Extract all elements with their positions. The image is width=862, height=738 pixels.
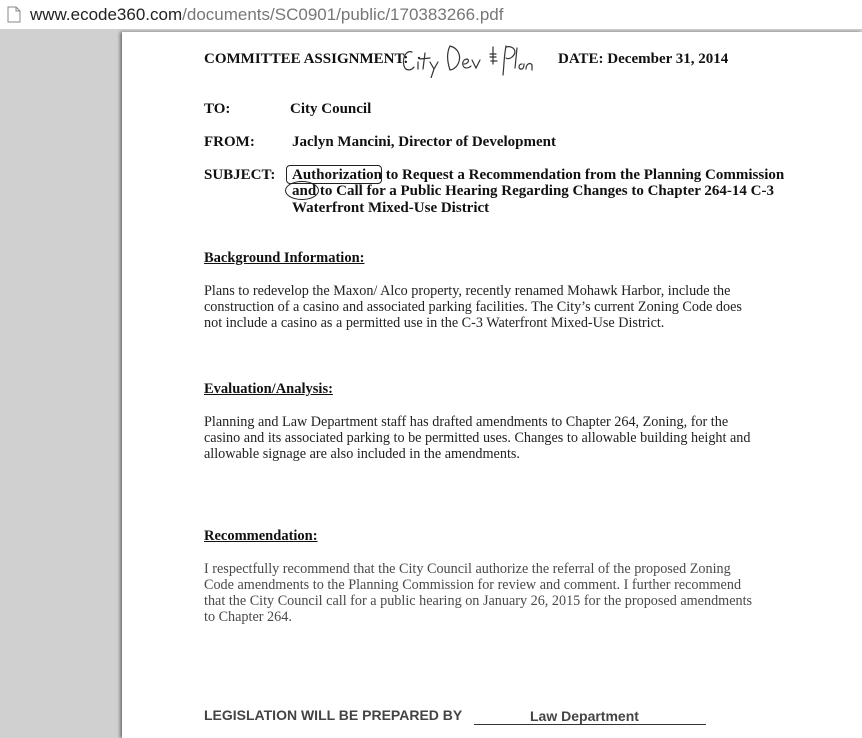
page-icon bbox=[7, 6, 21, 23]
address-bar[interactable] bbox=[0, 0, 862, 30]
subject-line-1: Authorization to Request a Recommendation from the Planning Commission bbox=[292, 167, 785, 183]
url-path: /documents/SC0901/public/170383266.pdf bbox=[182, 5, 504, 24]
background-line-2: construction of a casino and associated parking facilities. The City’s current Zoning Code does bbox=[204, 299, 742, 315]
subject-label: SUBJECT: bbox=[204, 167, 276, 183]
from-label: FROM: bbox=[204, 134, 255, 150]
handwritten-annotation bbox=[398, 40, 543, 78]
evaluation-line-2: casino and its associated parking to be permitted uses. Changes to allowable building height and bbox=[204, 430, 751, 446]
evaluation-line-1: Planning and Law Department staff has drafted amendments to Chapter 264, Zoning, for the bbox=[204, 414, 729, 430]
background-line-1: Plans to redevelop the Maxon/ Alco property, recently renamed Mohawk Harbor, include the bbox=[204, 283, 731, 299]
to-label: TO: bbox=[204, 101, 231, 117]
from-value: Jaclyn Mancini, Director of Development bbox=[292, 134, 556, 150]
legislation-value: Law Department bbox=[530, 708, 639, 724]
recommendation-line-1: I respectfully recommend that the City Council authorize the referral of the proposed Zoning bbox=[204, 561, 731, 577]
background-line-3: not include a casino as a permitted use in the C-3 Waterfront Mixed-Use District. bbox=[204, 315, 665, 331]
subject-line-2: and to Call for a Public Hearing Regarding Changes to Chapter 264-14 C-3 bbox=[292, 183, 774, 199]
url-text[interactable] bbox=[30, 5, 504, 25]
legislation-label: LEGISLATION WILL BE PREPARED BY bbox=[204, 707, 463, 723]
and-circle-mark bbox=[285, 181, 319, 200]
evaluation-line-3: allowable signage are also included in the amendments. bbox=[204, 446, 520, 462]
subject-line-3: Waterfront Mixed-Use District bbox=[292, 200, 490, 216]
memo-date: DATE: December 31, 2014 bbox=[558, 51, 729, 67]
background-heading: Background Information: bbox=[204, 250, 365, 266]
recommendation-line-4: to Chapter 264. bbox=[204, 609, 292, 625]
committee-assignment-label: COMMITTEE ASSIGNMENT: bbox=[204, 51, 409, 67]
recommendation-heading: Recommendation: bbox=[204, 528, 318, 544]
evaluation-heading: Evaluation/Analysis: bbox=[204, 381, 333, 397]
recommendation-line-2: Code amendments to the Planning Commission for review and comment. I further recommend bbox=[204, 577, 742, 593]
to-value: City Council bbox=[290, 101, 372, 117]
url-host: www.ecode360.com bbox=[30, 5, 183, 24]
recommendation-line-3: that the City Council call for a public hearing on January 26, 2015 for the proposed amendments bbox=[204, 593, 753, 609]
